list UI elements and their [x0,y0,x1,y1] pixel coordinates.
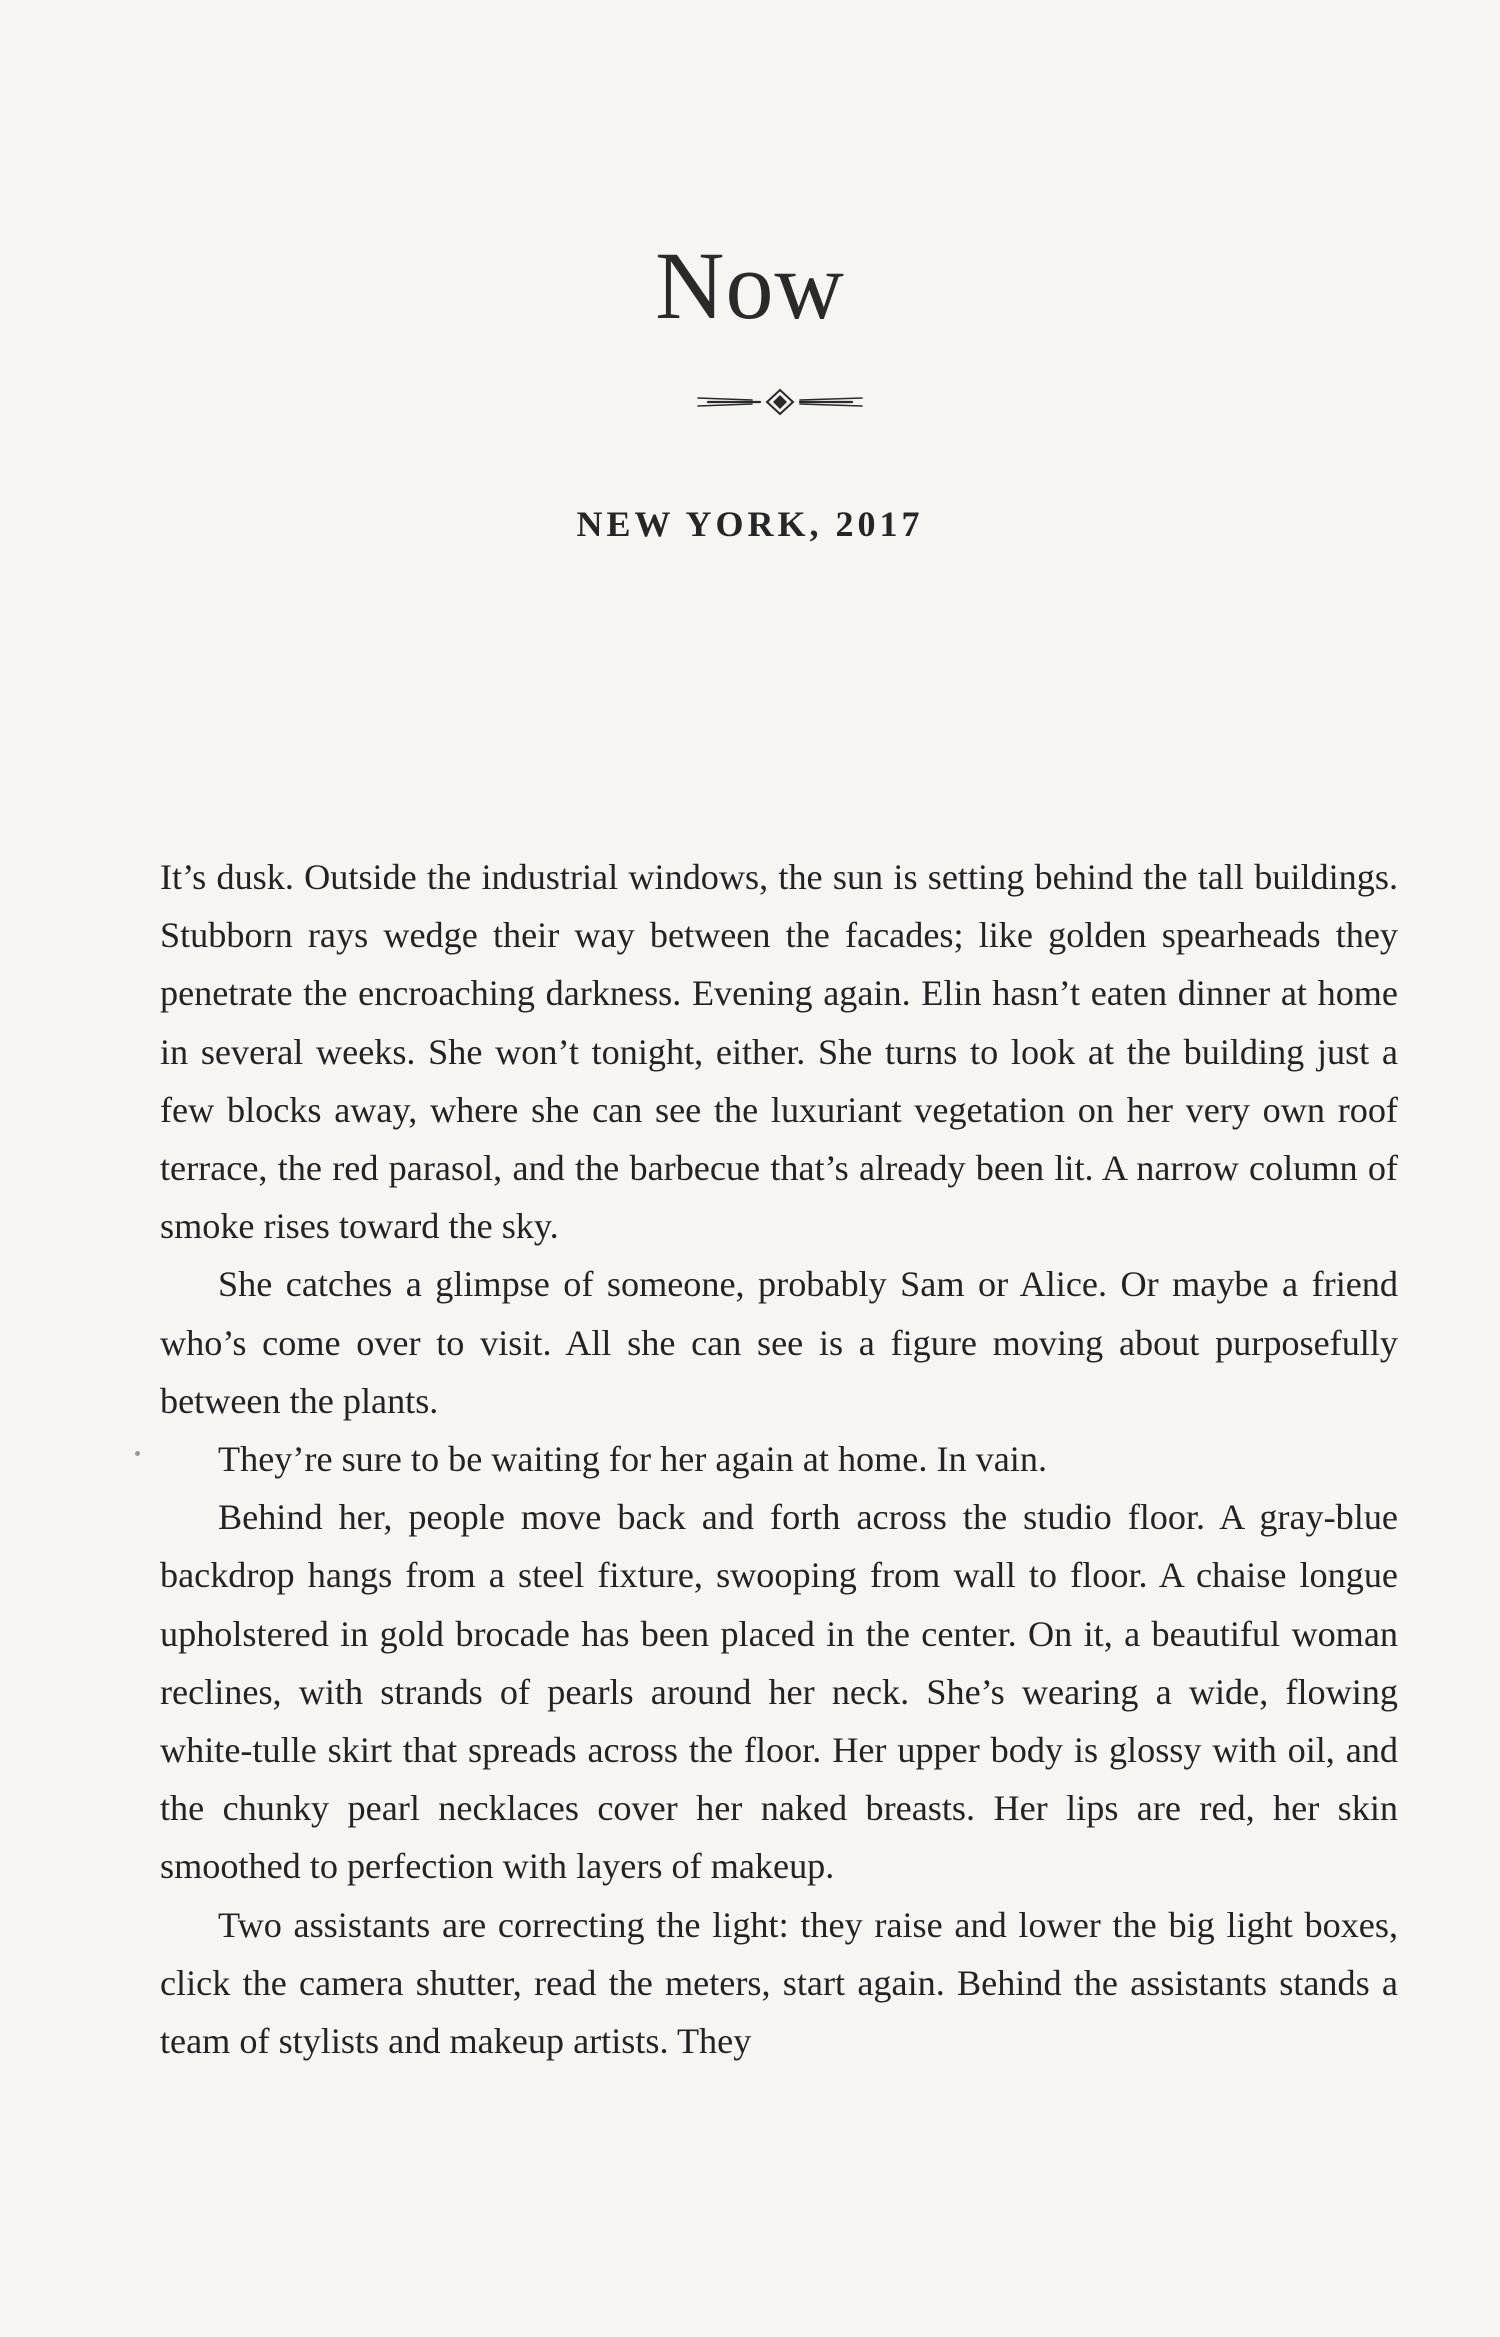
chapter-body [160,848,1398,2070]
paragraph-2: She catches a glimpse of someone, probably Sam or Alice. Or maybe a friend who’s come over to visit. All she can see is a figure moving about purposefully between the plants. [160,1264,1398,1421]
paragraph-4: Behind her, people move back and forth across the studio floor. A gray-blue backdrop hangs from a steel fixture, swooping from wall to floor. A chaise longue upholstered in gold brocade has been placed in the center. On it, a beautiful woman reclines, with strands of pearls around her neck. She’s wearing a wide, flowing white-tulle skirt that spreads across the floor. Her upper body is glossy with oil, and the chunky pearl necklaces cover her naked breasts. Her lips are red, her skin smoothed to perfection with layers of makeup. [160,1497,1398,1887]
paragraph-3: They’re sure to be waiting for her again at home. In vain. [218,1439,1047,1480]
paragraph-1: It’s dusk. Outside the industrial windows, the sun is setting behind the tall buildings. Stubborn rays wedge their way between the facades; like golden spearheads they penetrate the encroaching darkness. Evening again. Elin hasn’t eaten dinner at home in several weeks. She won’t tonight, either. She turns to look at the building just a few blocks away, where she can see the luxuriant vegetation on her very own roof terrace, the red parasol, and the barbecue that’s already been lit. A narrow column of smoke rises toward the sky. [160,857,1398,1247]
chapter-subtitle: NEW YORK, 2017 [576,504,924,544]
chapter-title: Now [655,232,845,339]
margin-speck [135,1451,140,1456]
diamond-ornament-icon [690,387,870,417]
paragraph-5: Two assistants are correcting the light: they raise and lower the big light boxes, click the camera shutter, read the meters, start again. Behind the assistants stands a team of stylists and makeup artists. They [160,1904,1398,2062]
